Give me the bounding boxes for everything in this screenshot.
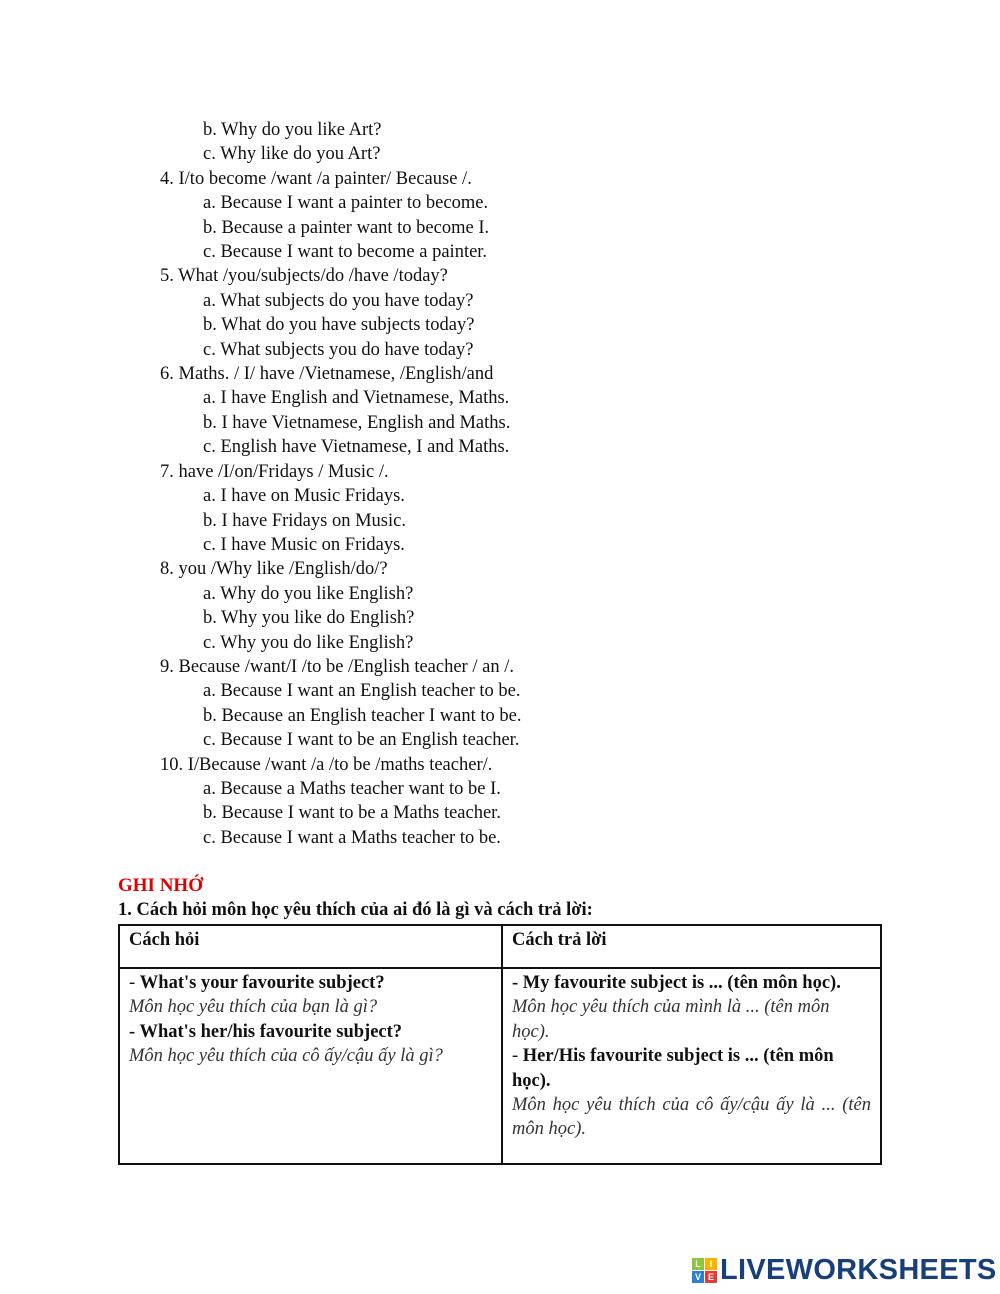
logo-block: V: [692, 1271, 704, 1283]
question-line: 5. What /you/subjects/do /have /today?: [160, 266, 448, 287]
option-line: b. Because I want to be a Maths teacher.: [203, 803, 501, 824]
option-line: b. Because an English teacher I want to be.: [203, 705, 522, 726]
option-line: a. Why do you like English?: [203, 583, 414, 604]
ask-q1-vi: Môn học yêu thích của bạn là gì?: [129, 997, 378, 1018]
ask-q2: - What's her/his favourite subject?: [129, 1021, 403, 1042]
option-line: c. What subjects you do have today?: [203, 339, 474, 360]
ask-q2-vi: Môn học yêu thích của cô ấy/cậu ấy là gì?: [129, 1046, 443, 1067]
logo-block: L: [692, 1258, 704, 1270]
table-header-row: [119, 925, 881, 968]
answer-cell: [502, 968, 881, 1164]
logo-block: E: [705, 1271, 717, 1283]
option-line: a. I have on Music Fridays.: [203, 486, 405, 507]
exercise-list: [0, 118, 1000, 850]
option-line: c. Because I want to be an English teacher.: [203, 730, 520, 751]
option-line: c. English have Vietnamese, I and Maths.: [203, 437, 510, 458]
logo-text: LIVEWORKSHEETS: [720, 1254, 997, 1286]
question-line: 10. I/Because /want /a /to be /maths teacher/.: [160, 754, 493, 775]
note-table: [118, 924, 882, 1165]
note-heading: 1. Cách hỏi môn học yêu thích của ai đó là gì và cách trả lời:: [118, 900, 593, 920]
note-title: GHI NHỚ: [118, 875, 203, 896]
answer-a1: - My favourite subject is ... (tên môn học).: [512, 973, 841, 993]
option-line: b. I have Vietnamese, English and Maths.: [203, 412, 511, 433]
ask-q1: - What's your favourite subject?: [129, 973, 385, 993]
answer-a1-vi: Môn học yêu thích của mình là ... (tên môn học).: [512, 997, 830, 1042]
option-line: a. Because I want an English teacher to be.: [203, 681, 521, 702]
liveworksheets-logo: [692, 1254, 997, 1287]
question-line: 7. have /I/on/Fridays / Music /.: [160, 461, 389, 482]
option-line: b. Because a painter want to become I.: [203, 217, 490, 238]
option-line: c. I have Music on Fridays.: [203, 534, 405, 555]
answer-a2-vi: Môn học yêu thích của cô ấy/cậu ấy là ... (tên môn học).: [512, 1095, 871, 1140]
option-line: a. Because a Maths teacher want to be I.: [203, 778, 501, 799]
option-line: c. Why you do like English?: [203, 632, 414, 653]
answer-a2-text: Her/His favourite subject is ... (tên môn học).: [512, 1046, 834, 1091]
option-line: c. Because I want a Maths teacher to be.: [203, 827, 501, 848]
header-ask: Cách hỏi: [119, 925, 502, 968]
option-line: c. Why like do you Art?: [203, 144, 381, 165]
option-line: c. Because I want to become a painter.: [203, 242, 488, 263]
question-line: 4. I/to become /want /a painter/ Because /.: [160, 168, 472, 189]
ask-q1-text: What's your favourite subject?: [139, 973, 385, 993]
table-row: [119, 968, 881, 1164]
header-answer: Cách trả lời: [502, 925, 881, 968]
question-line: 8. you /Why like /English/do/?: [160, 559, 388, 580]
option-line: b. Why do you like Art?: [203, 120, 382, 140]
ask-cell: [119, 968, 502, 1164]
option-line: a. What subjects do you have today?: [203, 290, 474, 311]
question-line: 6. Maths. / I/ have /Vietnamese, /English/and: [160, 364, 494, 385]
answer-a2: - Her/His favourite subject is ... (tên môn học).: [512, 1046, 834, 1091]
option-line: b. Why you like do English?: [203, 608, 415, 629]
option-line: a. Because I want a painter to become.: [203, 193, 489, 214]
logo-block: I: [705, 1258, 717, 1270]
logo-blocks-icon: [692, 1258, 717, 1283]
option-line: b. What do you have subjects today?: [203, 315, 475, 336]
question-line: 9. Because /want/I /to be /English teacher / an /.: [160, 656, 514, 677]
option-line: a. I have English and Vietnamese, Maths.: [203, 388, 510, 409]
option-line: b. I have Fridays on Music.: [203, 510, 406, 531]
